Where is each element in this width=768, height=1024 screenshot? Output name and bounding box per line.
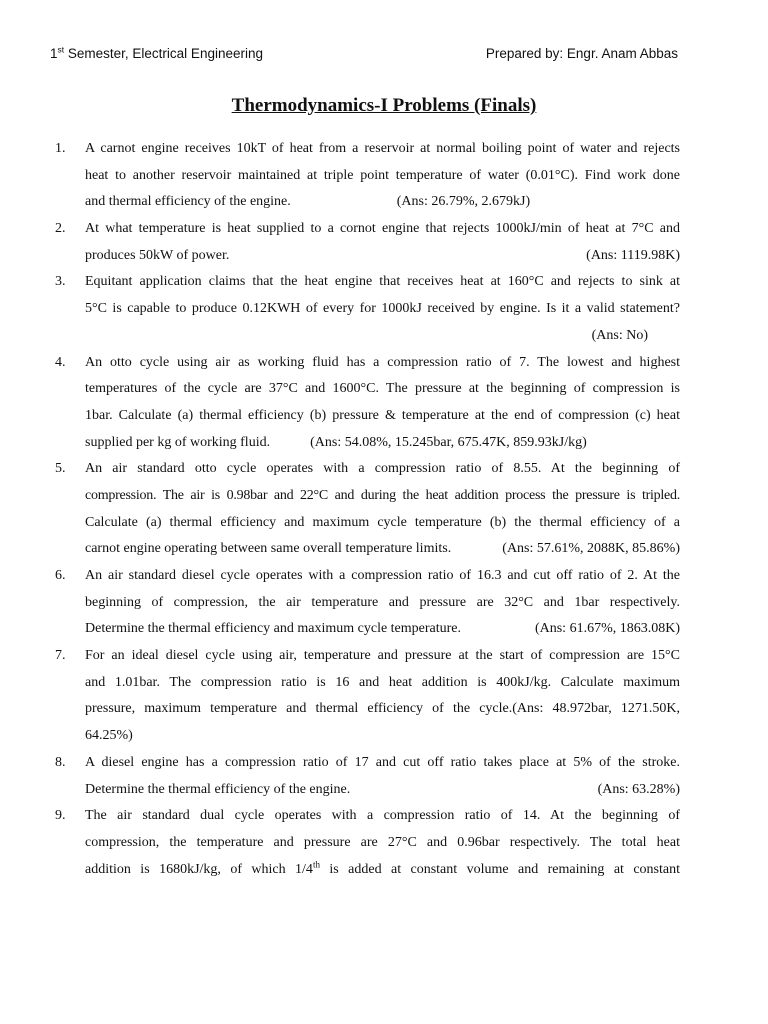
ordinal-suffix: st (57, 44, 65, 55)
problem-number: 6. (55, 568, 66, 583)
problem-line: heat to another reservoir maintained at triple point temperature of water (0.01°C). Find work done (85, 167, 680, 183)
problem-line: supplied per kg of working fluid. (Ans: 54.08%, 15.245bar, 675.47K, 859.93kJ/kg) (85, 434, 587, 450)
problem-number: 2. (55, 221, 66, 237)
problem-item (50, 350, 680, 457)
problem-number: 9. (55, 808, 66, 824)
problem-line: An otto cycle using air as working fluid has a compression ratio of 7. The lowest and highest (85, 354, 680, 370)
problem-item (50, 136, 680, 216)
problem-item (50, 456, 680, 563)
answer: (Ans: 57.61%, 2088K, 85.86%) (502, 541, 680, 557)
problem-line: and thermal efficiency of the engine. (Ans: 26.79%, 2.679kJ) (85, 194, 531, 210)
problem-number: 1. (55, 141, 66, 156)
problem-number: 3. (55, 274, 66, 290)
semester-label: 1st Semester, Electrical Engineering (50, 44, 263, 61)
problem-number: 4. (55, 354, 66, 370)
prepared-by: Prepared by: Engr. Anam Abbas (485, 46, 678, 61)
problem-line: produces 50kW of power. (Ans: 1119.98K) (85, 243, 680, 270)
problem-number: 7. (55, 648, 66, 664)
problem-line: Equitant application claims that the heat engine that receives heat at 160°C and rejects to sink at (85, 274, 680, 290)
ordinal-suffix: th (312, 858, 320, 869)
problem-number: 8. (55, 754, 66, 770)
page-header (50, 46, 678, 61)
problem-item (50, 216, 680, 269)
problem-item (50, 563, 680, 643)
answer: (Ans: 26.79%, 2.679kJ) (396, 194, 531, 210)
problem-line: carnot engine operating between same overall temperature limits. (Ans: 57.61%, 2088K, 85.86%) (85, 536, 680, 563)
answer: (Ans: 61.67%, 1863.08K) (534, 621, 680, 637)
page-title: Thermodynamics-I Problems (Finals) (231, 95, 537, 116)
answer: (Ans: 63.28%) (597, 781, 680, 797)
problem-line: beginning of compression, the air temperature and pressure are 32°C and 1bar respectively. (85, 594, 680, 610)
problem-line: compression. The air is 0.98bar and 22°C and during the heat addition process the pressure is tripled. (85, 487, 680, 503)
problem-line: Calculate (a) thermal efficiency and maximum cycle temperature (b) the thermal efficiency of a (85, 514, 680, 530)
problem-line: and 1.01bar. The compression ratio is 16 and heat addition is 400kJ/kg. Calculate maximum (85, 674, 680, 690)
problem-line: Determine the thermal efficiency of the engine. (Ans: 63.28%) (85, 777, 680, 804)
problem-line: compression, the temperature and pressure are 27°C and 0.96bar respectively. The total heat (85, 834, 680, 850)
problem-line: 1bar. Calculate (a) thermal efficiency (b) pressure & temperature at the end of compression (c) heat (85, 407, 680, 423)
problem-line: temperatures of the cycle are 37°C and 1600°C. The pressure at the beginning of compression is (85, 381, 680, 397)
problem-line: 5°C is capable to produce 0.12KWH of every for 1000kJ received by engine. Is it a valid statement? (85, 301, 680, 317)
problem-line: The air standard dual cycle operates with a compression ratio of 14. At the beginning of (85, 808, 680, 824)
problem-line: An air standard diesel cycle operates with a compression ratio of 16.3 and cut off ratio of 2. At the (85, 568, 680, 583)
problem-line: A carnot engine receives 10kT of heat from a reservoir at normal boiling point of water and rejects (85, 141, 680, 156)
problem-line: addition is 1680kJ/kg, of which 1/4th is added at constant volume and remaining at constant (85, 858, 680, 877)
problem-line: At what temperature is heat supplied to a cornot engine that rejects 1000kJ/min of heat at 7°C and (85, 221, 680, 237)
answer: (Ans: 54.08%, 15.245bar, 675.47K, 859.93kJ/kg) (310, 434, 587, 450)
problem-line: For an ideal diesel cycle using air, temperature and pressure at the start of compression are 15°C (85, 648, 680, 664)
problem-list (50, 136, 680, 883)
answer: (Ans: No) (591, 327, 648, 343)
answer: (Ans: 1119.98K) (586, 247, 680, 263)
problem-item (50, 803, 680, 883)
problem-item (50, 269, 680, 349)
problem-item (50, 750, 680, 803)
problem-line: 64.25%) (85, 728, 133, 744)
problem-line: Determine the thermal efficiency and maximum cycle temperature. (Ans: 61.67%, 1863.08K) (85, 616, 680, 643)
problem-number: 5. (55, 461, 66, 477)
problem-line: An air standard otto cycle operates with a compression ratio of 8.55. At the beginning of (85, 461, 680, 477)
problem-item (50, 643, 680, 750)
problem-line: A diesel engine has a compression ratio of 17 and cut off ratio takes place at 5% of the stroke. (85, 754, 680, 770)
problem-line: pressure, maximum temperature and thermal efficiency of the cycle.(Ans: 48.972bar, 1271.50K, (85, 701, 680, 717)
